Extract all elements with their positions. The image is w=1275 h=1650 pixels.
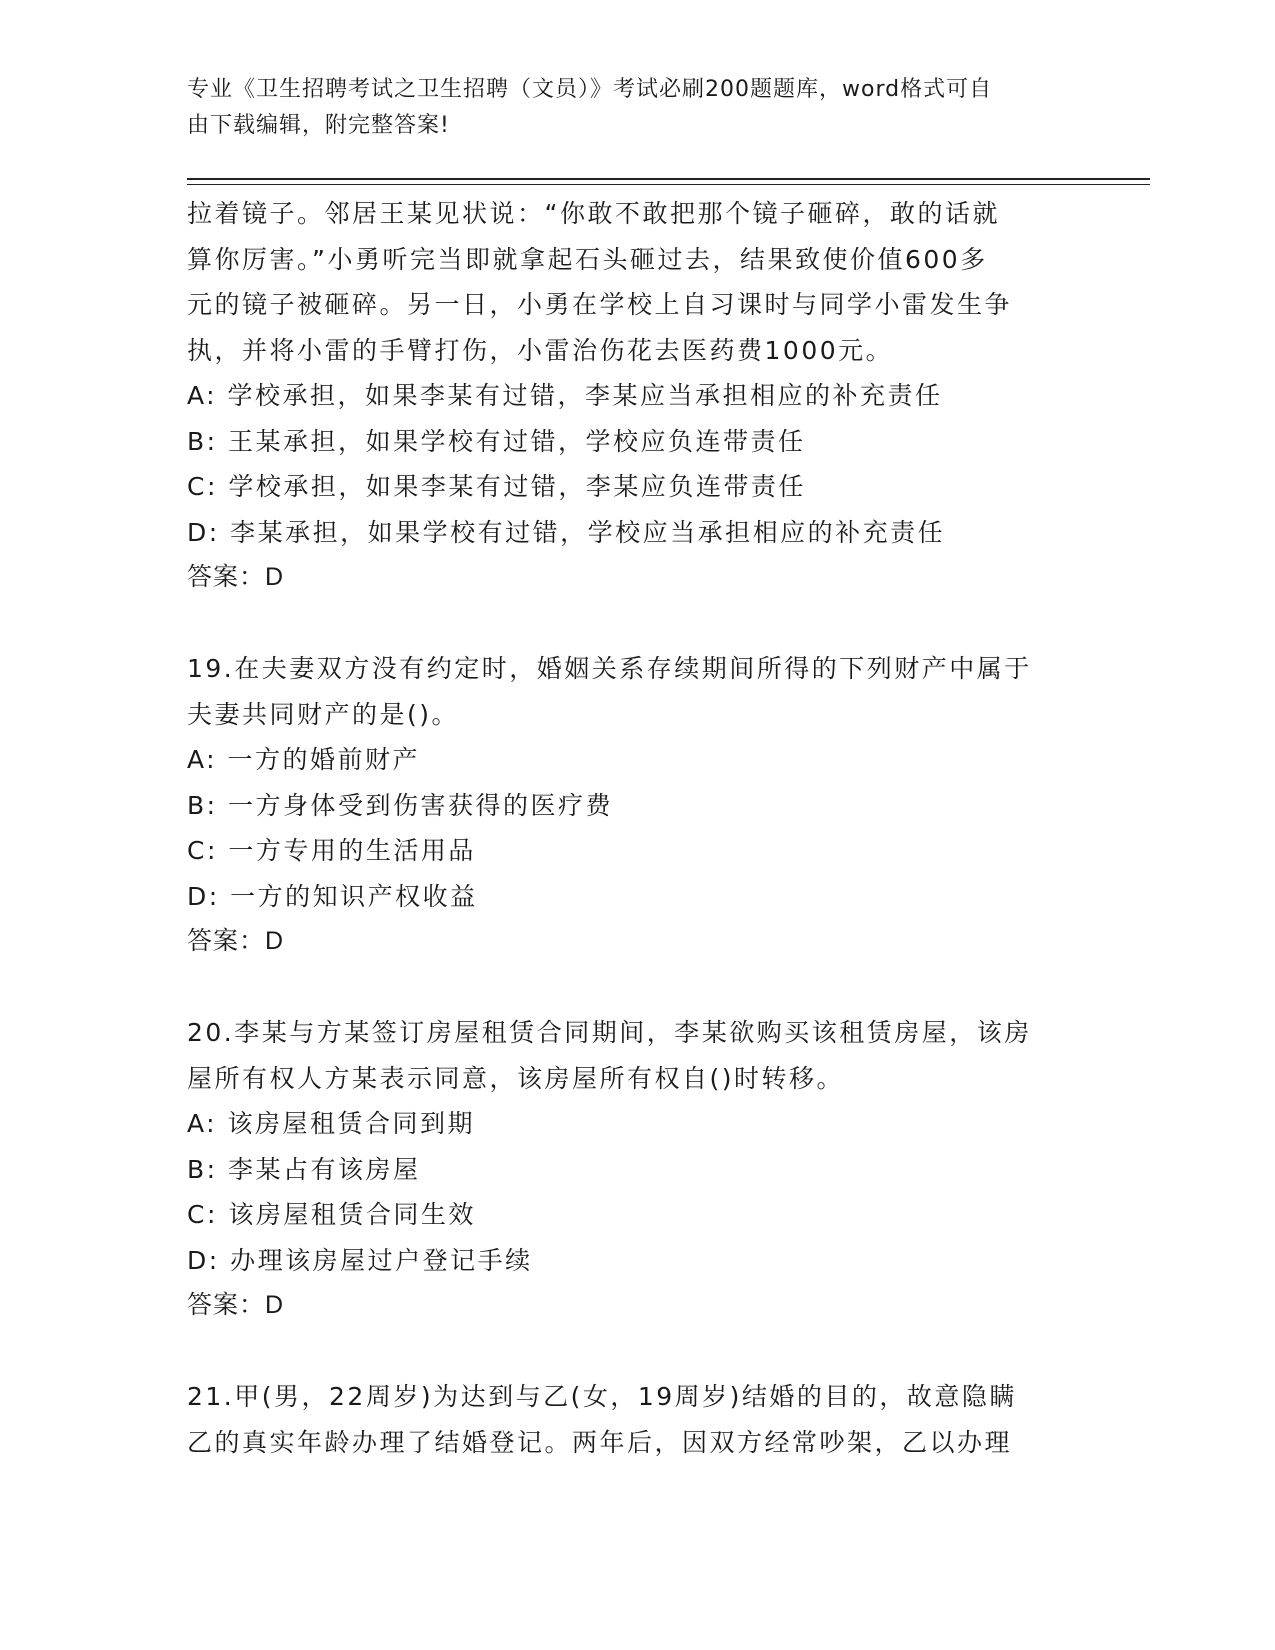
question-stem-line: 屋所有权人方某表示同意，该房屋所有权自()时转移。 bbox=[187, 1063, 845, 1093]
question-stem-line: 21.甲(男，22周岁)为达到与乙(女，19周岁)结婚的目的，故意隐瞒 bbox=[187, 1382, 1017, 1411]
option-c: C: 该房屋租赁合同生效 bbox=[187, 1200, 476, 1229]
header-divider-thick bbox=[187, 178, 1150, 180]
option-a: A: 学校承担，如果李某有过错，李某应当承担相应的补充责任 bbox=[187, 381, 943, 410]
question-stem-line: 乙的真实年龄办理了结婚登记。两年后，因双方经常吵架，乙以办理 bbox=[187, 1427, 1013, 1457]
question-20 bbox=[187, 1010, 1087, 1329]
question-19 bbox=[187, 646, 1087, 965]
question-stem-line: 元的镜子被砸碎。另一日，小勇在学校上自习课时与同学小雷发生争 bbox=[187, 290, 1013, 319]
header-line-2: 由下载编辑，附完整答案! bbox=[187, 113, 450, 138]
question-stem-line: 19.在夫妻双方没有约定时，婚姻关系存续期间所得的下列财产中属于 bbox=[187, 654, 1032, 683]
answer-line: 答案：D bbox=[187, 563, 285, 591]
answer-line: 答案：D bbox=[187, 927, 285, 955]
option-d: D: 一方的知识产权收益 bbox=[187, 881, 478, 911]
question-spacer bbox=[187, 1329, 1087, 1375]
question-stem-line: 拉着镜子。邻居王某见状说：“你敢不敢把那个镜子砸碎，敢的话就 bbox=[187, 199, 1000, 228]
header-line-1: 专业《卫生招聘考试之卫生招聘（文员）》考试必刷200题题库，word格式可自 bbox=[187, 77, 993, 102]
option-c: C: 一方专用的生活用品 bbox=[187, 836, 476, 865]
option-d: D: 李某承担，如果学校有过错，学校应当承担相应的补充责任 bbox=[187, 517, 946, 547]
question-spacer bbox=[187, 965, 1087, 1011]
question-spacer bbox=[187, 601, 1087, 647]
question-stem-line: 执，并将小雷的手臂打伤，小雷治伤花去医药费1000元。 bbox=[187, 335, 894, 365]
option-a: A: 该房屋租赁合同到期 bbox=[187, 1109, 476, 1138]
header-divider-thin bbox=[187, 184, 1150, 185]
option-d: D: 办理该房屋过户登记手续 bbox=[187, 1245, 533, 1275]
question-stem-line: 算你厉害。”小勇听完当即就拿起石头砸过去，结果致使价值600多 bbox=[187, 244, 988, 274]
question-21 bbox=[187, 1374, 1087, 1465]
option-b: B: 王某承担，如果学校有过错，学校应负连带责任 bbox=[187, 426, 806, 456]
question-18 bbox=[187, 191, 1087, 601]
question-stem-line: 夫妻共同财产的是()。 bbox=[187, 699, 460, 729]
document-body bbox=[187, 191, 1087, 1465]
document-header bbox=[187, 72, 1067, 144]
question-stem-line: 20.李某与方某签订房屋租赁合同期间，李某欲购买该租赁房屋，该房 bbox=[187, 1018, 1032, 1047]
option-c: C: 学校承担，如果李某有过错，李某应负连带责任 bbox=[187, 472, 806, 501]
option-a: A: 一方的婚前财产 bbox=[187, 745, 421, 774]
option-b: B: 一方身体受到伤害获得的医疗费 bbox=[187, 790, 614, 820]
option-b: B: 李某占有该房屋 bbox=[187, 1154, 421, 1184]
answer-line: 答案：D bbox=[187, 1291, 285, 1319]
